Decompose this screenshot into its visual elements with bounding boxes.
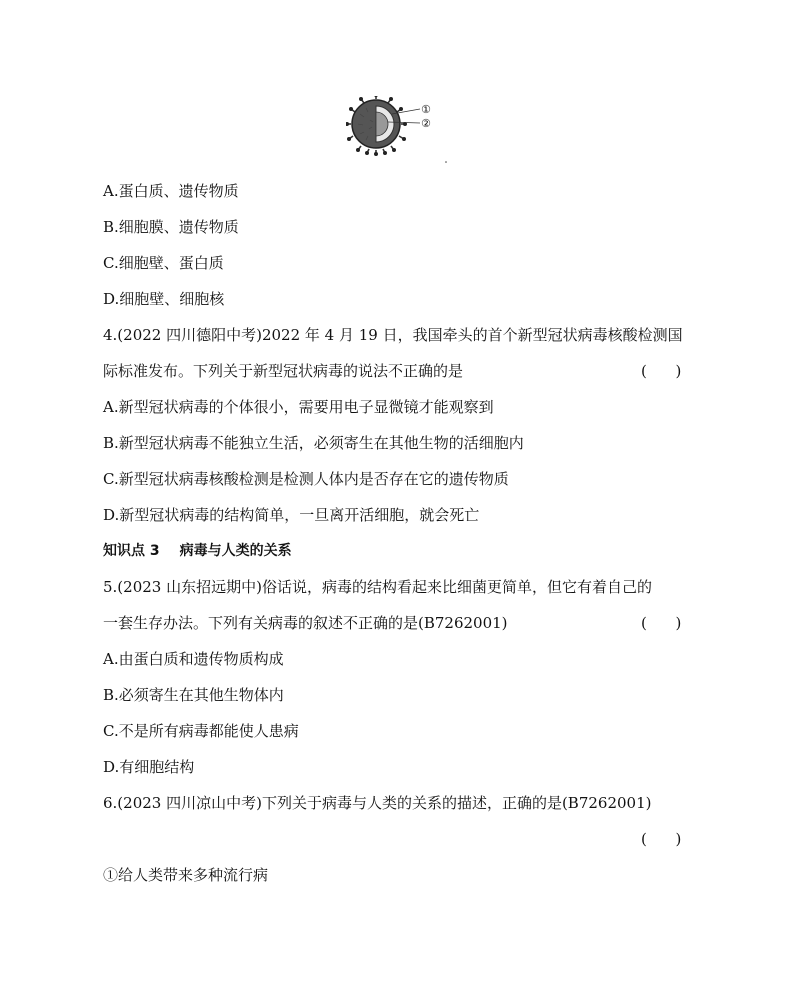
q3-option-b: B.细胞膜、遗传物质 [103, 218, 239, 236]
q3-option-c: C.细胞壁、蛋白质 [103, 254, 224, 272]
q5-option-c: C.不是所有病毒都能使人患病 [103, 722, 299, 740]
section-label: 知识点 3 [103, 543, 160, 559]
q4-option-d: D.新型冠状病毒的结构简单，一旦离开活细胞，就会死亡 [103, 506, 480, 524]
q6-stem-line1: 6.(2023 四川凉山中考)下列关于病毒与人类的关系的描述，正确的是(B7262001) [103, 794, 652, 812]
figure-label-2: ② [421, 117, 431, 130]
q4-answer-bracket: ( ) [641, 362, 682, 380]
q3-option-d: D.细胞壁、细胞核 [103, 290, 225, 308]
section-title: 病毒与人类的关系 [179, 543, 292, 559]
q6-item-1: ①给人类带来多种流行病 [103, 866, 269, 884]
q5-answer-bracket: ( ) [641, 614, 682, 632]
q3-option-a: A.蛋白质、遗传物质 [103, 182, 239, 200]
q5-stem-line1: 5.(2023 山东招远期中)俗话说，病毒的结构看起来比细菌更简单，但它有着自己的 [103, 578, 652, 596]
q5-option-b: B.必须寄生在其他生物体内 [103, 686, 284, 704]
q6-answer-bracket: ( ) [641, 830, 682, 848]
q4-stem-line2: 际标准发布。下列关于新型冠状病毒的说法不正确的是 [103, 362, 464, 380]
q5-option-a: A.由蛋白质和遗传物质构成 [103, 650, 284, 668]
q4-stem-line1: 4.(2022 四川德阳中考)2022 年 4 月 19 日，我国牵头的首个新型冠状病毒核酸检测国 [103, 326, 683, 344]
q4-option-b: B.新型冠状病毒不能独立生活，必须寄生在其他生物的活细胞内 [103, 434, 524, 452]
q4-option-c: C.新型冠状病毒核酸检测是检测人体内是否存在它的遗传物质 [103, 470, 509, 488]
q5-stem-line2: 一套生存办法。下列有关病毒的叙述不正确的是(B7262001) [103, 614, 508, 632]
q5-option-d: D.有细胞结构 [103, 758, 195, 776]
section-heading [103, 541, 292, 561]
q4-option-a: A.新型冠状病毒的个体很小，需要用电子显微镜才能观察到 [103, 398, 494, 416]
figure-label-1: ① [421, 103, 431, 116]
virus-structure-figure [346, 96, 456, 166]
